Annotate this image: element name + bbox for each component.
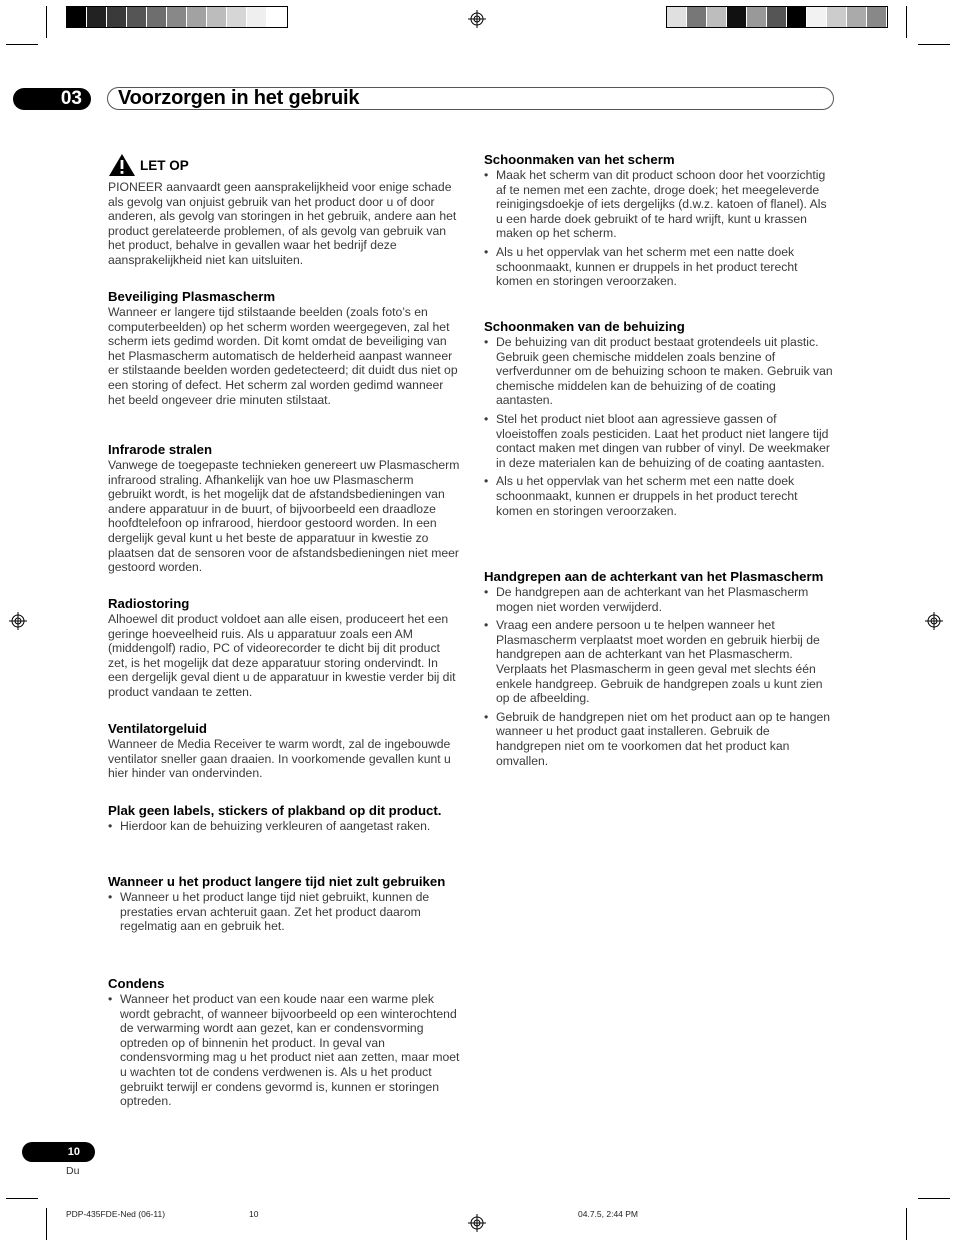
crop-mark xyxy=(918,44,950,45)
page-language: Du xyxy=(66,1165,80,1177)
crop-mark xyxy=(46,6,47,38)
bullet-item: • Stel het product niet bloot aan agressieve gassen of vloeistoffen zoals pesticiden. Laat het product niet langere tijd contact maken met dingen van rubber of vinyl. De weekmaker in deze materialen kan de behuizing of de coating aantasten. xyxy=(484,412,834,470)
color-swatch xyxy=(867,7,887,27)
crop-mark xyxy=(46,1208,47,1240)
color-calibration-bar-left xyxy=(66,6,288,28)
color-swatch xyxy=(67,7,87,27)
chapter-title: Voorzorgen in het gebruik xyxy=(118,87,360,109)
registration-mark-icon xyxy=(925,612,943,630)
color-swatch xyxy=(267,7,287,27)
footer-date: 04.7.5, 2:44 PM xyxy=(578,1209,639,1219)
section-langere xyxy=(108,873,460,938)
color-swatch xyxy=(727,7,747,27)
color-swatch xyxy=(827,7,847,27)
color-swatch xyxy=(707,7,727,27)
color-swatch xyxy=(107,7,127,27)
section-condens xyxy=(108,975,460,1113)
section-handgrepen xyxy=(484,568,834,772)
registration-mark-icon xyxy=(9,612,27,630)
section-text: Wanneer er langere tijd stilstaande beelden (zoals foto’s en computerbeelden) op het scherm worden weergegeven, zal het scherm iets gedimd worden. Dit komt omdat de beveiliging van het Plasmascherm automatisch de helderheid aanpast wanneer er stilstaande beelden worden gedetecteerd; dit duidt dus niet op een storing of defect. Het scherm zal worden gedimd wanneer het beeld ongeveer drie minuten stilstaat. xyxy=(108,305,458,407)
chapter-number-badge: 03 xyxy=(13,88,91,110)
crop-mark xyxy=(906,6,907,38)
bullet-item: • Wanneer u het product lange tijd niet gebruikt, kunnen de prestaties ervan achteruit gaan. Zet het product daarom regelmatig aan en gebruik het. xyxy=(108,890,460,934)
crop-mark xyxy=(906,1208,907,1240)
color-swatch xyxy=(687,7,707,27)
section-beveiliging xyxy=(108,288,460,407)
section-heading: Beveiliging Plasmascherm xyxy=(108,289,276,304)
bullet-item: • Vraag een andere persoon u te helpen wanneer het Plasmascherm verplaatst moet worden en gebruik hierbij de handgrepen aan de achterkant van het Plasmascherm. Verplaats het Plasmascherm in geen geval met slechts één enkele handgreep. Gebruik de handgrepen zoals u kunt zien op de afbeelding. xyxy=(484,618,834,706)
registration-mark-icon xyxy=(468,10,486,28)
section-radiostoring xyxy=(108,595,460,700)
caution-text: PIONEER aanvaardt geen aansprakelijkheid voor enige schade als gevolg van onjuist gebruik van het product door u of door anderen, als gevolg van storingen in het gebruik, andere aan het product gerelateerde problemen, of als gevolg van gebruik van het product, behalve in gevallen waar het bedrijf deze aansprakelijkheid niet kan uitsluiten. xyxy=(108,180,457,267)
section-heading: Plak geen labels, stickers of plakband op dit product. xyxy=(108,803,442,818)
bullet-item: • Maak het scherm van dit product schoon door het voorzichtig af te nemen met een zachte, droge doek; het meegeleverde reinigingsdoekje of iets dergelijks (d.w.z. katoen of flanel). Als u een harde doek gebruikt of te hard wrijft, kunt u krassen maken op het scherm. xyxy=(484,168,834,241)
color-swatch xyxy=(807,7,827,27)
color-swatch xyxy=(747,7,767,27)
section-heading: Ventilatorgeluid xyxy=(108,721,207,736)
section-text: Alhoewel dit product voldoet aan alle eisen, produceert het een geringe hoeveelheid ruis. Als u apparatuur zoals een AM (middengolf) radio, PC of videorecorder te dicht bij dit product zet, is het mogelijk dat deze apparatuur storing ondervindt. In een dergelijk geval dient u de apparatuur in kwestie verder bij dit product vandaan te zetten. xyxy=(108,612,456,699)
color-swatch xyxy=(787,7,807,27)
color-swatch xyxy=(187,7,207,27)
color-swatch xyxy=(167,7,187,27)
bullet-item: • Als u het oppervlak van het scherm met een natte doek schoonmaakt, kunnen er druppels in het product terecht komen en storingen veroorzaken. xyxy=(484,245,834,289)
section-heading: Wanneer u het product langere tijd niet zult gebruiken xyxy=(108,874,446,889)
section-labels xyxy=(108,802,460,838)
bullet-item: • Als u het oppervlak van het scherm met een natte doek schoonmaakt, kunnen er druppels in het product terecht komen en storingen veroorzaken. xyxy=(484,474,834,518)
crop-mark xyxy=(6,1198,38,1199)
color-swatch xyxy=(247,7,267,27)
footer-page: 10 xyxy=(249,1209,259,1219)
section-heading: Handgrepen aan de achterkant van het Plasmascherm xyxy=(484,569,824,584)
caution-header xyxy=(108,153,189,177)
color-swatch xyxy=(207,7,227,27)
section-infrarood xyxy=(108,441,460,575)
color-swatch xyxy=(847,7,867,27)
section-heading: Schoonmaken van de behuizing xyxy=(484,319,685,334)
bullet-item: • Wanneer het product van een koude naar een warme plek wordt gebracht, of wanneer bijvoorbeeld op een winterochtend de verwarming wordt aan gezet, kan er condensvorming optreden op of binnenin het product. In geval van condensvorming mag u het product niet aan zetten, maar moet u wachten tot de condens verdwenen is. Als u het product gebruikt terwijl er condens gevormd is, kunnen er storingen optreden. xyxy=(108,992,460,1109)
color-swatch xyxy=(227,7,247,27)
section-heading: Infrarode stralen xyxy=(108,442,213,457)
page-number-badge: 10 xyxy=(22,1142,95,1162)
crop-mark xyxy=(918,1198,950,1199)
warning-triangle-icon xyxy=(108,153,136,177)
section-scherm xyxy=(484,151,834,293)
caution-label: LET OP xyxy=(140,157,189,173)
section-heading: Schoonmaken van het scherm xyxy=(484,152,675,167)
color-calibration-bar-right xyxy=(666,6,888,28)
color-swatch xyxy=(127,7,147,27)
left-column xyxy=(108,180,460,268)
section-ventilator xyxy=(108,720,460,781)
color-swatch xyxy=(667,7,687,27)
bullet-item: • De behuizing van dit product bestaat grotendeels uit plastic. Gebruik geen chemische middelen zoals benzine of verfverdunner om de behuizing schoon te maken. Gebruik van chemische middelen kan de behuizing of de coating aantasten. xyxy=(484,335,834,408)
section-heading: Radiostoring xyxy=(108,596,190,611)
color-swatch xyxy=(767,7,787,27)
color-swatch xyxy=(87,7,107,27)
registration-mark-icon xyxy=(468,1214,486,1232)
bullet-item: • Gebruik de handgrepen niet om het product aan op te hangen wanneer u het product gaat installeren. Gebruik de handgrepen niet om te voorkomen dat het product kan omvallen. xyxy=(484,710,834,768)
section-heading: Condens xyxy=(108,976,165,991)
section-text: Wanneer de Media Receiver te warm wordt, zal de ingebouwde ventilator sneller gaan draaien. In voorkomende gevallen kunt u hier hinder van ondervinden. xyxy=(108,737,451,781)
crop-mark xyxy=(6,44,38,45)
section-text: Vanwege de toegepaste technieken genereert uw Plasmascherm infrarood straling. Afhankelijk van hoe uw Plasmascherm gebruikt wordt, is het mogelijk dat de afstandsbedieningen van andere apparatuur in de buurt, of bijvoorbeeld een draadloze hoofdtelefoon op infrarood, hierdoor gestoord worden. In een dergelijk geval kunt u het beste de apparatuur in kwestie zo plaatsen dat de sensoren voor de afstandsbedieningen niet meer gestoord worden. xyxy=(108,458,460,575)
bullet-item: • Hierdoor kan de behuizing verkleuren of aangetast raken. xyxy=(108,819,460,834)
section-behuizing xyxy=(484,318,834,522)
footer-file: PDP-435FDE-Ned (06-11) xyxy=(66,1209,166,1219)
color-swatch xyxy=(147,7,167,27)
bullet-item: • De handgrepen aan de achterkant van het Plasmascherm mogen niet worden verwijderd. xyxy=(484,585,834,614)
